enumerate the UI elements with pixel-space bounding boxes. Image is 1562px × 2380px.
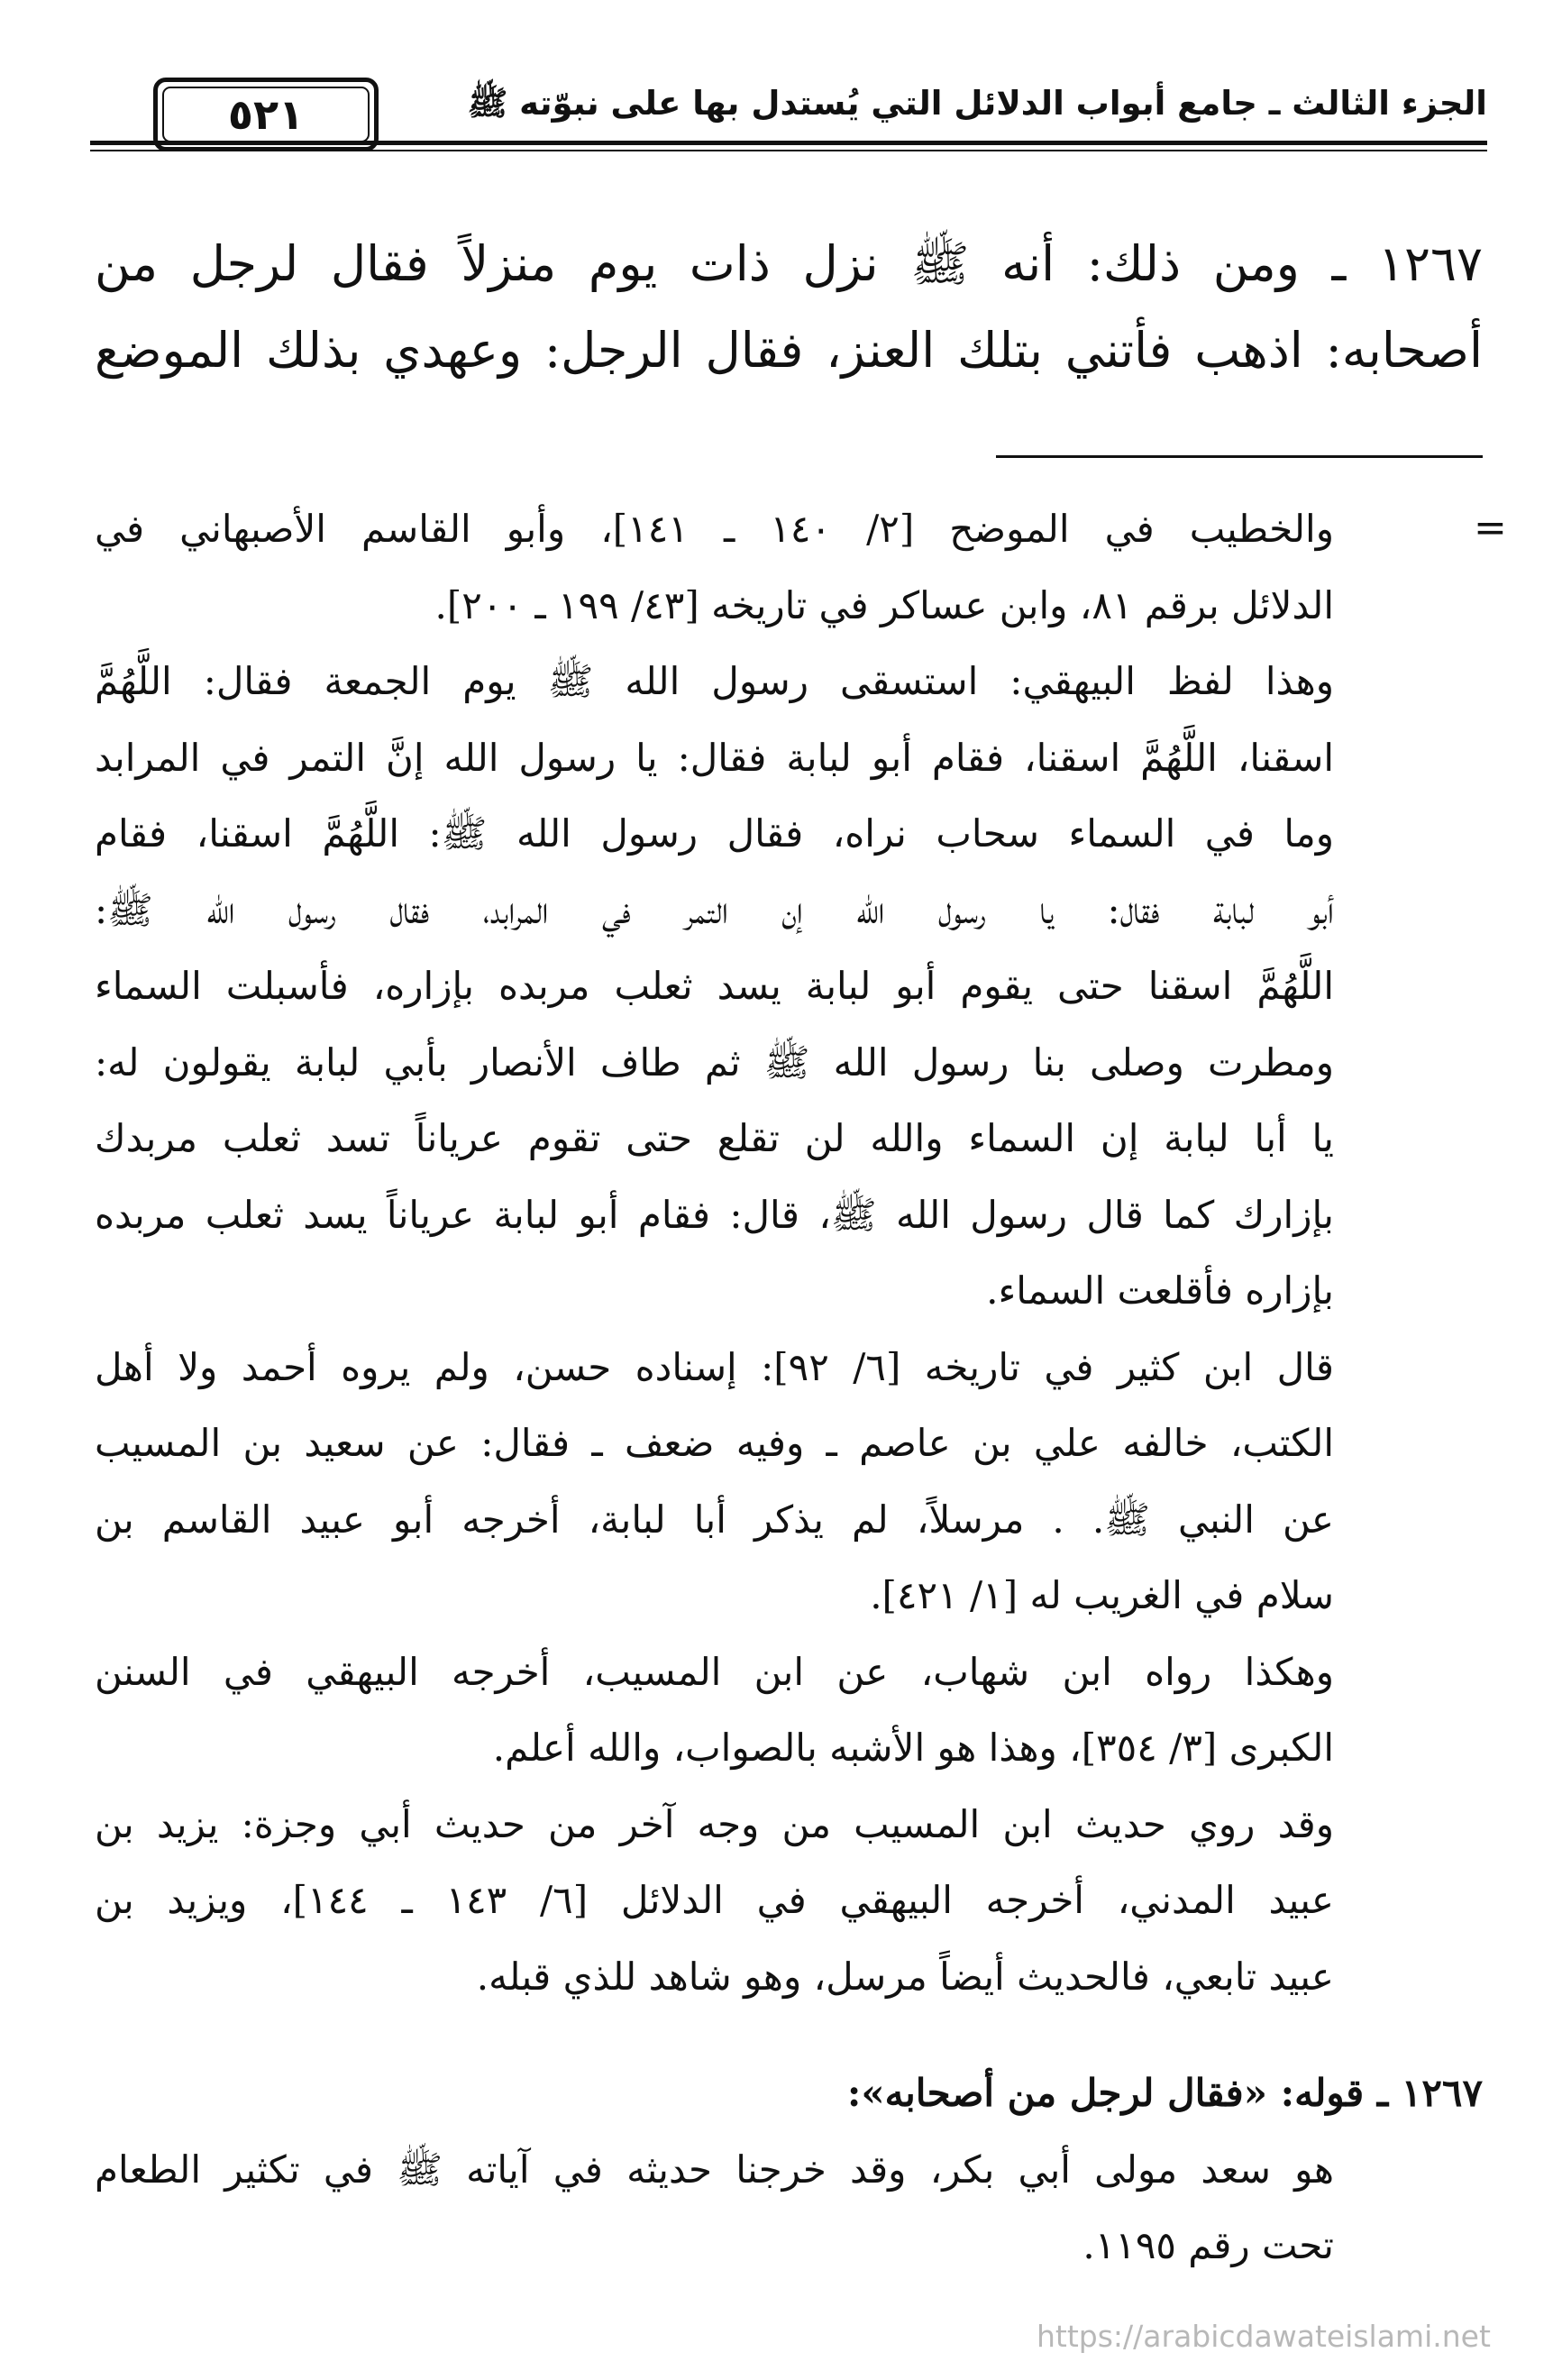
- commentary: [95, 2055, 1483, 2284]
- header-rule-thick: [90, 141, 1487, 145]
- main-text-line: أصحابه: اذهب فأتني بتلك العنز، فقال الرجل: وعهدي بذلك الموضع: [95, 322, 1483, 379]
- running-title: الجزء الثالث ـ جامع أبواب الدلائل التي يُستدل بها على نبوّته ﷺ: [467, 84, 1487, 123]
- page-header: [90, 63, 1487, 162]
- footnote-line: الكبرى [٣/ ٣٥٤]، وهذا هو الأشبه بالصواب، والله أعلم.: [492, 1726, 1334, 1770]
- footnote-line: عبيد المدني، أخرجه البيهقي في الدلائل [٦/ ١٤٣ ـ ١٤٤]، ويزيد بن: [95, 1878, 1334, 1922]
- page-number: ٥٢١: [227, 90, 305, 139]
- main-text: [95, 221, 1483, 394]
- commentary-heading: ١٢٦٧ ـ قوله: «فقال لرجل من أصحابه»:: [846, 2071, 1483, 2115]
- footnote-line: وما في السماء سحاب نراه، فقال رسول الله ﷺ: اللَّهُمَّ اسقنا، فقام: [95, 811, 1334, 856]
- footnote-line: يا أبا لبابة إن السماء والله لن تقلع حتى تقوم عرياناً تسد ثعلب مربدك: [95, 1116, 1334, 1160]
- commentary-line: هو سعد مولى أبي بكر، وقد خرجنا حديثه في آياته ﷺ في تكثير الطعام: [95, 2147, 1334, 2192]
- footnote-line: الكتب، خالفه علي بن عاصم ـ وفيه ضعف ـ فقال: عن سعيد بن المسيب: [95, 1421, 1334, 1465]
- footnote-line: اللَّهُمَّ اسقنا حتى يقوم أبو لبابة يسد ثعلب مربده بإزاره، فأسبلت السماء: [95, 964, 1335, 1008]
- watermark-url: https://arabicdawateislami.net: [1037, 2319, 1491, 2354]
- footnote-line: سلام في الغريب له [١/ ٤٢١].: [870, 1573, 1334, 1617]
- footnote-line: اسقنا، اللَّهُمَّ اسقنا، فقام أبو لبابة فقال: يا رسول الله إنَّ التمر في المرابد: [95, 735, 1334, 780]
- footnote-line: بإزاره فأقلعت السماء.: [986, 1268, 1334, 1313]
- footnote-line: الدلائل برقم ٨١، وابن عساكر في تاريخه [٤٣/ ١٩٩ ـ ٢٠٠].: [434, 582, 1334, 627]
- footnote-line: قال ابن كثير في تاريخه [٦/ ٩٢]: إسناده حسن، ولم يروه أحمد ولا أهل: [95, 1344, 1334, 1389]
- footnote-line: وهكذا رواه ابن شهاب، عن ابن المسيب، أخرجه البيهقي في السنن: [95, 1649, 1334, 1694]
- footnotes: [95, 491, 1334, 2015]
- footnote-continuation-mark: =: [1474, 505, 1507, 551]
- footnote-line: أبو لبابة فقال: يا رسول الله إن التمر في المرابد، فقال رسول الله ﷺ:: [95, 887, 1334, 932]
- footnote-line: وقد روي حديث ابن المسيب من وجه آخر من حديث أبي وجزة: يزيد بن: [95, 1801, 1334, 1846]
- footnote-line: عن النبي ﷺ. . مرسلاً، لم يذكر أبا لبابة، أخرجه أبو عبيد القاسم بن: [95, 1497, 1334, 1542]
- footnote-separator: [996, 455, 1483, 458]
- footnote-line: ومطرت وصلى بنا رسول الله ﷺ ثم طاف الأنصار بأبي لبابة يقولون له:: [95, 1039, 1334, 1085]
- footnote-line: بإزارك كما قال رسول الله ﷺ، قال: فقام أبو لبابة عرياناً يسد ثعلب مربده: [95, 1192, 1334, 1237]
- header-rule-thin: [90, 150, 1487, 151]
- main-text-line: ١٢٦٧ ـ ومن ذلك: أنه ﷺ نزل ذات يوم منزلاً فقال لرجل من: [95, 235, 1483, 292]
- commentary-line: تحت رقم ١١٩٥.: [1082, 2223, 1334, 2267]
- footnote-line: عبيد تابعي، فالحديث أيضاً مرسل، وهو شاهد للذي قبله.: [476, 1954, 1334, 1999]
- footnote-line: وهذا لفظ البيهقي: استسقى رسول الله ﷺ يوم الجمعة فقال: اللَّهُمَّ: [95, 659, 1334, 703]
- footnote-line: والخطيب في الموضح [٢/ ١٤٠ ـ ١٤١]، وأبو القاسم الأصبهاني في: [95, 507, 1334, 551]
